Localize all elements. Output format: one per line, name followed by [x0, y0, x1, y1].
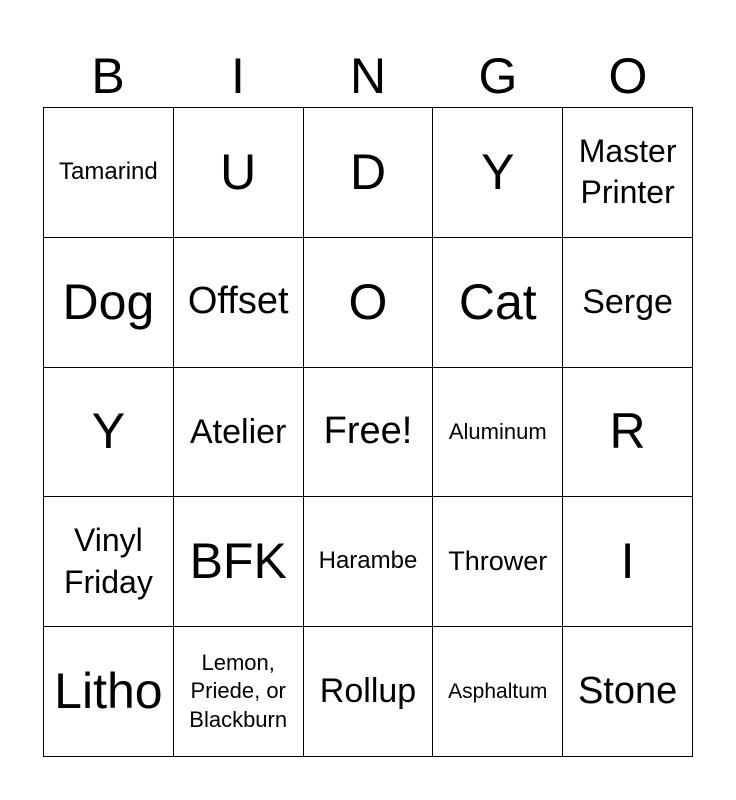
cell-label: BFK [189, 533, 287, 590]
bingo-cell[interactable] [563, 497, 693, 627]
cell-label: Y [91, 403, 126, 460]
cell-label: I [620, 533, 635, 590]
header-letter-o: O [608, 48, 648, 104]
cell-label: Harambe [318, 547, 418, 575]
bingo-cell[interactable] [563, 108, 693, 238]
bingo-cell[interactable] [563, 368, 693, 498]
cell-label: Asphaltum [448, 679, 548, 703]
header-letter-i: I [231, 48, 245, 104]
bingo-grid [43, 107, 693, 757]
bingo-cell[interactable] [433, 368, 563, 498]
cell-label: Offset [187, 280, 289, 323]
cell-label: U [220, 143, 257, 200]
bingo-cell[interactable] [304, 627, 434, 757]
cell-label: Lemon, Priede, or Blackburn [189, 649, 288, 732]
bingo-cell[interactable] [563, 238, 693, 368]
bingo-cell[interactable] [563, 627, 693, 757]
bingo-cell[interactable] [174, 108, 304, 238]
header-letter-n: N [349, 48, 387, 104]
cell-label: Y [481, 143, 515, 200]
cell-label: Stone [577, 669, 678, 712]
bingo-cell[interactable] [174, 627, 304, 757]
cell-label: O [348, 273, 388, 330]
cell-label: Tamarind [59, 158, 158, 185]
cell-label: Atelier [190, 412, 287, 451]
cell-label: Aluminum [448, 418, 547, 444]
bingo-cell[interactable] [44, 497, 174, 627]
bingo-cell[interactable] [433, 627, 563, 757]
cell-label: Vinyl Friday [63, 522, 153, 600]
bingo-cell[interactable] [174, 497, 304, 627]
bingo-cell[interactable] [44, 108, 174, 238]
bingo-cell[interactable] [44, 627, 174, 757]
cell-label: Serge [582, 282, 673, 321]
cell-label: D [349, 143, 387, 200]
bingo-header [43, 44, 693, 108]
bingo-cell[interactable] [174, 238, 304, 368]
cell-label: Free! [323, 410, 413, 453]
cell-label: Master Printer [578, 132, 677, 211]
bingo-cell[interactable] [433, 238, 563, 368]
cell-label: Litho [54, 663, 163, 720]
header-letter-b: B [91, 48, 125, 104]
cell-label: R [609, 403, 646, 460]
cell-label: Thrower [448, 546, 548, 577]
cell-label: Cat [458, 273, 537, 330]
header-letter-g: G [478, 48, 518, 104]
bingo-cell[interactable] [304, 238, 434, 368]
bingo-cell[interactable] [433, 108, 563, 238]
bingo-cell[interactable] [304, 108, 434, 238]
cell-label: Dog [62, 273, 155, 330]
free-space-cell[interactable] [304, 368, 434, 498]
bingo-cell[interactable] [44, 368, 174, 498]
cell-label: Rollup [319, 672, 417, 711]
bingo-cell[interactable] [304, 497, 434, 627]
bingo-cell[interactable] [174, 368, 304, 498]
bingo-cell[interactable] [433, 497, 563, 627]
bingo-cell[interactable] [44, 238, 174, 368]
